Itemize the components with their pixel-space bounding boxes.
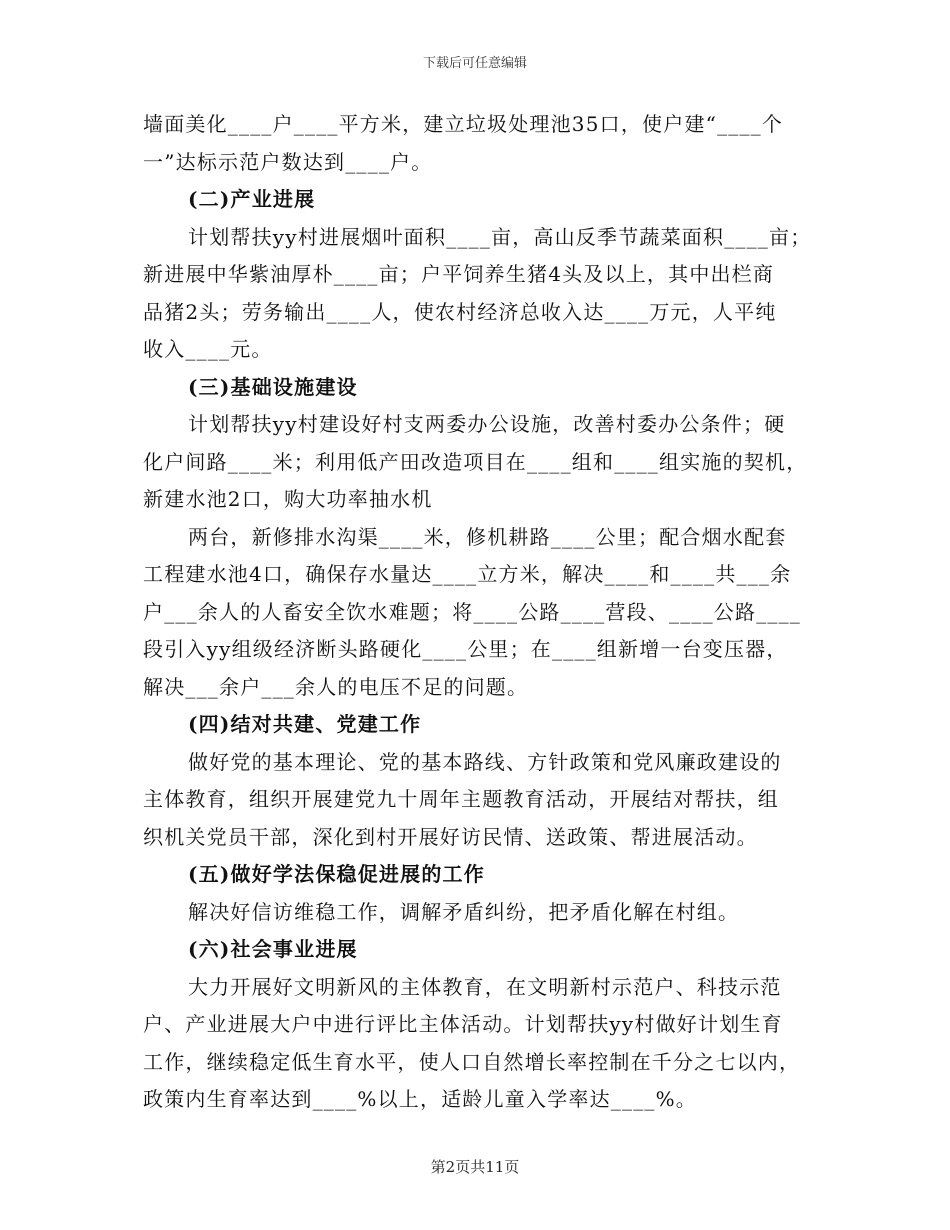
text-line: 新建水池2口，购大功率抽水机 xyxy=(143,487,433,511)
text-line: 品猪2头；劳务输出____人，使农村经济总收入达____万元，人平纯 xyxy=(143,299,777,324)
text-line: 户、产业进展大户中进行评比主体活动。计划帮扶yy村做好计划生育 xyxy=(143,1012,783,1036)
section-heading: (四)结对共建、党建工作 xyxy=(188,712,422,736)
text-line: 政策内生育率达到____%以上，适龄儿童入学率达____%。 xyxy=(143,1087,698,1111)
page-header: 下载后可任意编辑 xyxy=(422,56,527,71)
text-line: 一”达标示范户数达到____户。 xyxy=(143,149,433,174)
text-line: 化户间路____米；利用低产田改造项目在____组和____组实施的契机， xyxy=(143,449,808,474)
text-line: 户___余人的人畜安全饮水难题；将____公路____营段、____公路____ xyxy=(143,599,801,624)
text-line: 织机关党员干部，深化到村开展好访民情、送政策、帮进展活动。 xyxy=(143,824,758,849)
text-line: 墙面美化____户____平方米，建立垃圾处理池35口，使户建“____个 xyxy=(143,112,784,136)
text-line: 段引入yy组级经济断头路硬化____公里；在____组新增一台变压器， xyxy=(143,637,788,661)
section-heading: (二)产业进展 xyxy=(188,187,316,211)
paragraph-line: 解决好信访维稳工作，调解矛盾纠纷，把矛盾化解在村组。 xyxy=(188,899,740,924)
page-footer: 第2页共11页 xyxy=(430,1158,520,1176)
document-body xyxy=(143,106,812,1119)
paragraph-line: 计划帮扶yy村进展烟叶面积____亩，高山反季节蔬菜面积____亩； xyxy=(188,224,812,249)
section-heading: (六)社会事业进展 xyxy=(188,937,358,961)
paragraph-line: 大力开展好文明新风的主体教育，在文明新村示范户、科技示范 xyxy=(188,974,782,999)
paragraph-line: 计划帮扶yy村建设好村支两委办公设施，改善村委办公条件；硬 xyxy=(188,412,786,436)
text-line: 收入____元。 xyxy=(143,337,273,361)
paragraph-line: 两台，新修排水沟渠____米，修机耕路____公里；配合烟水配套 xyxy=(188,524,787,549)
text-line: 主体教育，组织开展建党九十周年主题教育活动，开展结对帮扶，组 xyxy=(143,787,779,811)
section-heading: (五)做好学法保稳促进展的工作 xyxy=(188,862,485,886)
text-line: 工程建水池4口，确保存水量达____立方米，解决____和____共___余 xyxy=(143,562,792,586)
text-line: 新进展中华紫油厚朴____亩；户平饲养生猪4头及以上，其中出栏商 xyxy=(143,262,775,286)
section-heading: (三)基础设施建设 xyxy=(188,374,358,399)
text-line: 工作，继续稳定低生育水平，使人口自然增长率控制在千分之七以内， xyxy=(143,1049,801,1074)
paragraph-line: 做好党的基本理论、党的基本路线、方针政策和党风廉政建设的 xyxy=(188,749,782,774)
text-line: 解决___余户___余人的电压不足的问题。 xyxy=(143,674,529,699)
